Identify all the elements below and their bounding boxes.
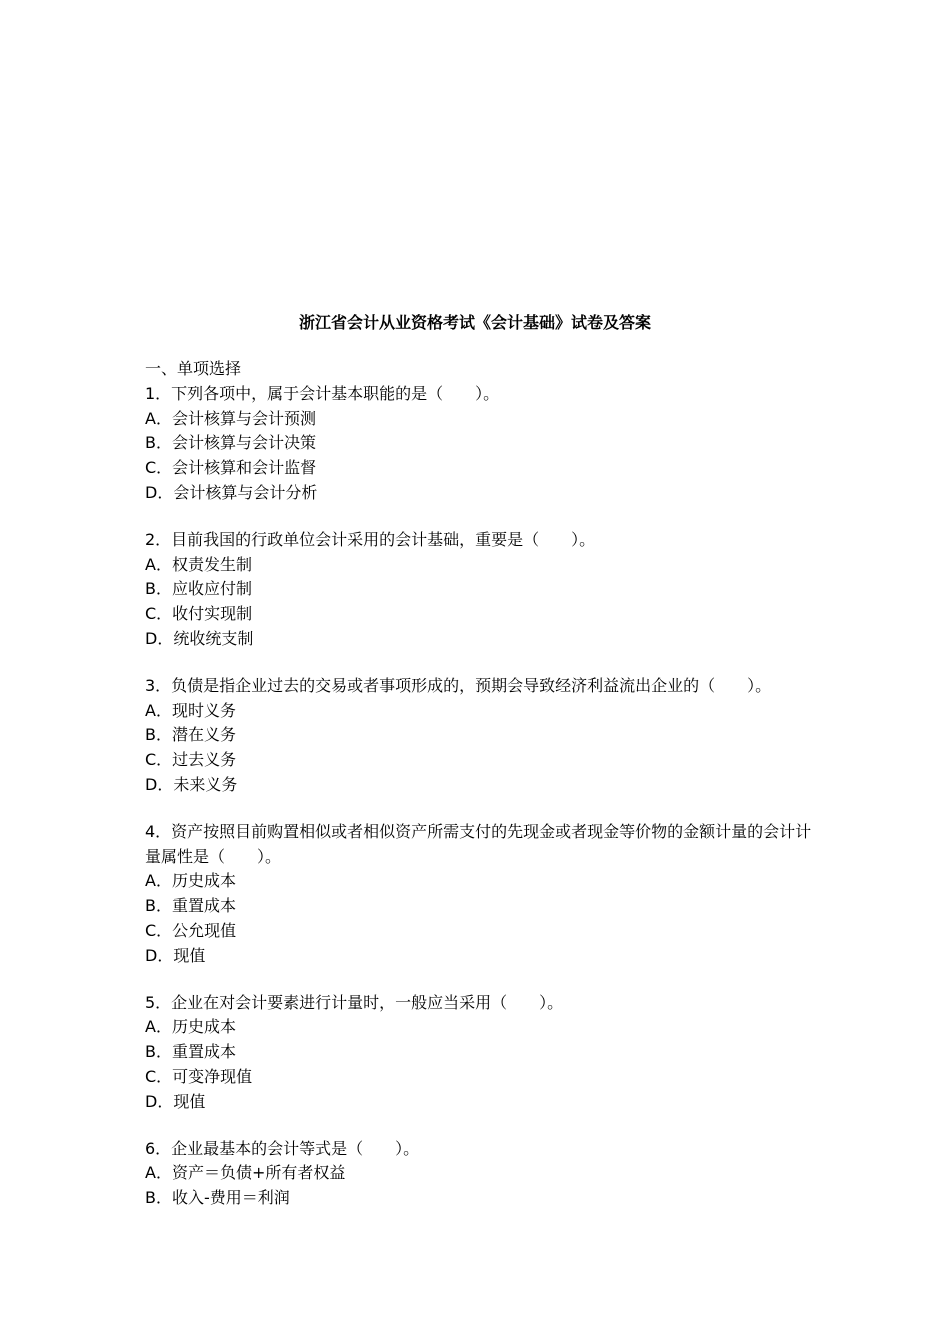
question-5 [145, 991, 825, 1115]
question-stem: 2．目前我国的行政单位会计采用的会计基础，重要是（ ）。 [145, 529, 596, 549]
question-stem: 3．负债是指企业过去的交易或者事项形成的，预期会导致经济利益流出企业的（ ）。 [145, 675, 772, 695]
option-a: A．权责发生制 [145, 554, 252, 574]
option-b: B．潜在义务 [145, 725, 236, 745]
section-heading: 一、单项选择 [145, 359, 242, 378]
option-a: A．历史成本 [145, 871, 236, 891]
option-d: D．统收统支制 [145, 628, 254, 648]
option-c: C．过去义务 [145, 750, 237, 770]
option-d: D．未来义务 [145, 774, 238, 794]
option-a: A．历史成本 [145, 1017, 236, 1037]
option-c: C．会计核算和会计监督 [145, 458, 317, 478]
document-title: 浙江省会计从业资格考试《会计基础》试卷及答案 [298, 313, 651, 332]
question-stem: 1．下列各项中，属于会计基本职能的是（ ）。 [145, 383, 500, 403]
question-6 [145, 1137, 825, 1211]
option-b: B．应收应付制 [145, 579, 252, 599]
question-stem: 6．企业最基本的会计等式是（ ）。 [145, 1138, 420, 1158]
option-d: D．现值 [145, 1091, 206, 1111]
question-3 [145, 674, 825, 798]
option-a: A．资产＝负债+所有者权益 [145, 1163, 346, 1183]
question-stem: 5．企业在对会计要素进行计量时，一般应当采用（ ）。 [145, 992, 564, 1012]
question-stem: 4．资产按照目前购置相似或者相似资产所需支付的先现金或者现金等价物的金额计量的会计计量属性是（ ）。 [145, 821, 812, 866]
option-a: A．现时义务 [145, 700, 236, 720]
document-content [145, 357, 825, 1233]
option-c: C．收付实现制 [145, 604, 253, 624]
option-d: D．现值 [145, 945, 206, 965]
option-a: A．会计核算与会计预测 [145, 408, 316, 428]
option-d: D．会计核算与会计分析 [145, 482, 318, 502]
question-1 [145, 382, 825, 506]
option-b: B．重置成本 [145, 896, 236, 916]
question-2 [145, 528, 825, 652]
option-c: C．公允现值 [145, 920, 237, 940]
option-b: B．重置成本 [145, 1042, 236, 1062]
option-b: B．收入-费用＝利润 [145, 1188, 290, 1208]
question-4 [145, 820, 825, 969]
option-b: B．会计核算与会计决策 [145, 433, 316, 453]
option-c: C．可变净现值 [145, 1066, 253, 1086]
